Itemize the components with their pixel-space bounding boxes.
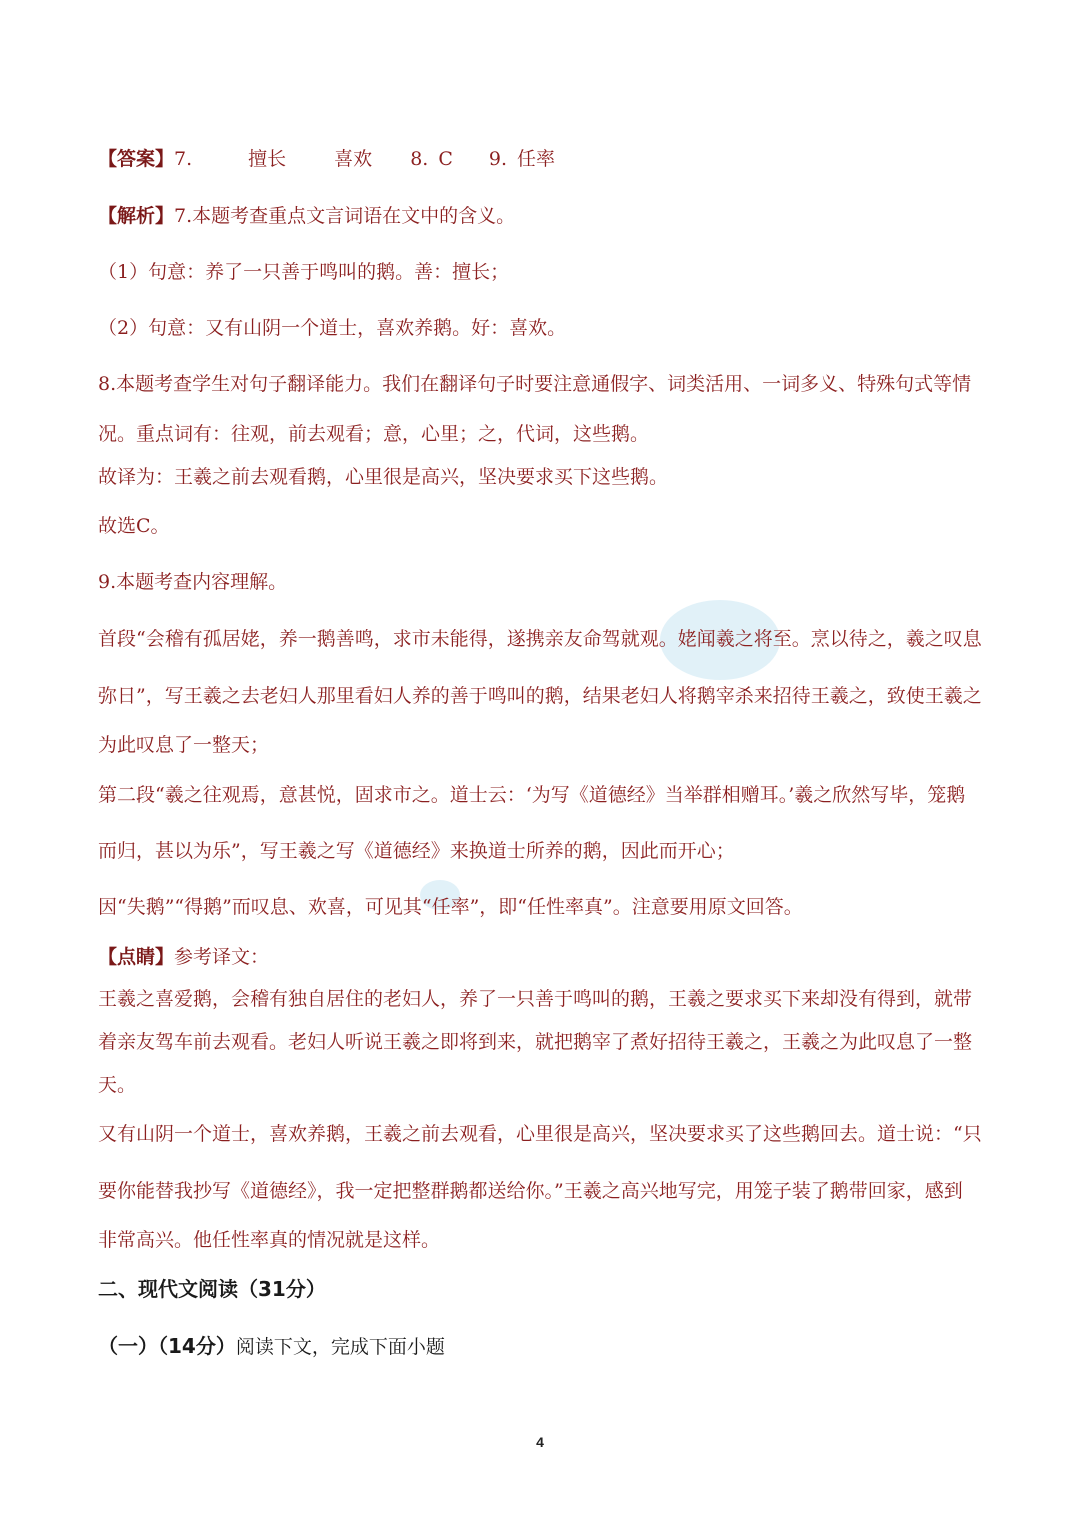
page-number: 4 (536, 1434, 544, 1450)
section-sub-prefix: （一）（14分） (98, 1334, 236, 1358)
analysis-q8-line-2: 况。重点词有：往观，前去观看；意，心里；之，代词，这些鹅。 (98, 423, 650, 445)
tip-p2-line-3: 非常高兴。他任性率真的情况就是这样。 (98, 1229, 441, 1251)
tip-p2-line-2: 要你能替我抄写《道德经》，我一定把整群鹅都送给你。”王羲之高兴地写完，用笼子装了鹅带回家，感到 (98, 1180, 963, 1202)
section-sub-text: 阅读下文，完成下面小题 (235, 1336, 445, 1358)
answer-line (98, 147, 555, 171)
answer-tag: 【答案】 (98, 148, 175, 170)
tip-heading (98, 945, 269, 969)
answer-7-2: 喜欢 (334, 148, 373, 170)
analysis-q9-p1-line-2: 弥日”，写王羲之去老妇人那里看妇人养的善于鸣叫的鹅，结果老妇人将鹅宰杀来招待王羲之，致使王羲之 (98, 685, 982, 707)
tip-p1-line-1: 王羲之喜爱鹅，会稽有独自居住的老妇人，养了一只善于鸣叫的鹅，王羲之要求买下来却没有得到，就带 (98, 988, 973, 1010)
tip-tag: 【点睛】 (98, 946, 175, 968)
tip-label: 参考译文： (174, 946, 270, 968)
analysis-q9-intro: 9.本题考查内容理解。 (98, 571, 288, 593)
tip-p1-line-3: 天。 (98, 1074, 137, 1096)
analysis-q9-p2-line-2: 而归，甚以为乐”，写王羲之写《道德经》来换道士所养的鹅，因此而开心； (98, 840, 735, 862)
analysis-q8-line-3: 故译为：王羲之前去观看鹅，心里很是高兴，坚决要求买下这些鹅。 (98, 466, 669, 488)
analysis-q7-text: 7.本题考查重点文言词语在文中的含义。 (174, 205, 516, 227)
tip-p1-line-2: 着亲友驾车前去观看。老妇人听说王羲之即将到来，就把鹅宰了煮好招待王羲之，王羲之为此叹息了一整 (98, 1031, 973, 1053)
analysis-q9-p1-line-1: 首段“会稽有孤居姥，养一鹅善鸣，求市未能得，遂携亲友命驾就观。姥闻羲之将至。烹以待之，羲之叹息 (98, 628, 982, 650)
answer-8: C (438, 148, 453, 170)
analysis-tag: 【解析】 (98, 205, 175, 227)
analysis-q7-item-1: （1）句意：养了一只善于鸣叫的鹅。善：擅长； (98, 261, 510, 283)
answer-9-num: 9. (488, 148, 508, 170)
answer-7-num: 7. (174, 148, 193, 170)
analysis-q7-item-2: （2）句意：又有山阴一个道士，喜欢养鹅。好：喜欢。 (98, 317, 567, 339)
analysis-q7-intro (98, 204, 515, 228)
analysis-q9-p3: 因“失鹅”“得鹅”而叹息、欢喜，可见其“任率”，即“任性率真”。注意要用原文回答。 (98, 896, 803, 918)
answer-8-num: 8. (410, 148, 429, 170)
tip-p2-line-1: 又有山阴一个道士，喜欢养鹅，王羲之前去观看，心里很是高兴，坚决要求买了这些鹅回去。道士说：“只 (98, 1123, 982, 1145)
analysis-q9-p1-line-3: 为此叹息了一整天； (98, 734, 270, 756)
section-subtitle (98, 1334, 445, 1359)
analysis-q8-line-4: 故选C。 (98, 515, 170, 537)
analysis-q9-p2-line-1: 第二段“羲之往观焉，意甚悦，固求市之。道士云：‘为写《道德经》当举群相赠耳。’羲之欣然写毕，笼鹅 (98, 784, 966, 806)
answer-9: 任率 (517, 148, 556, 170)
section-title: 二、现代文阅读（31分） (98, 1277, 326, 1301)
answer-7-1: 擅长 (248, 148, 287, 170)
analysis-q8-line-1: 8.本题考查学生对句子翻译能力。我们在翻译句子时要注意通假字、词类活用、一词多义、特殊句式等情 (98, 373, 972, 395)
